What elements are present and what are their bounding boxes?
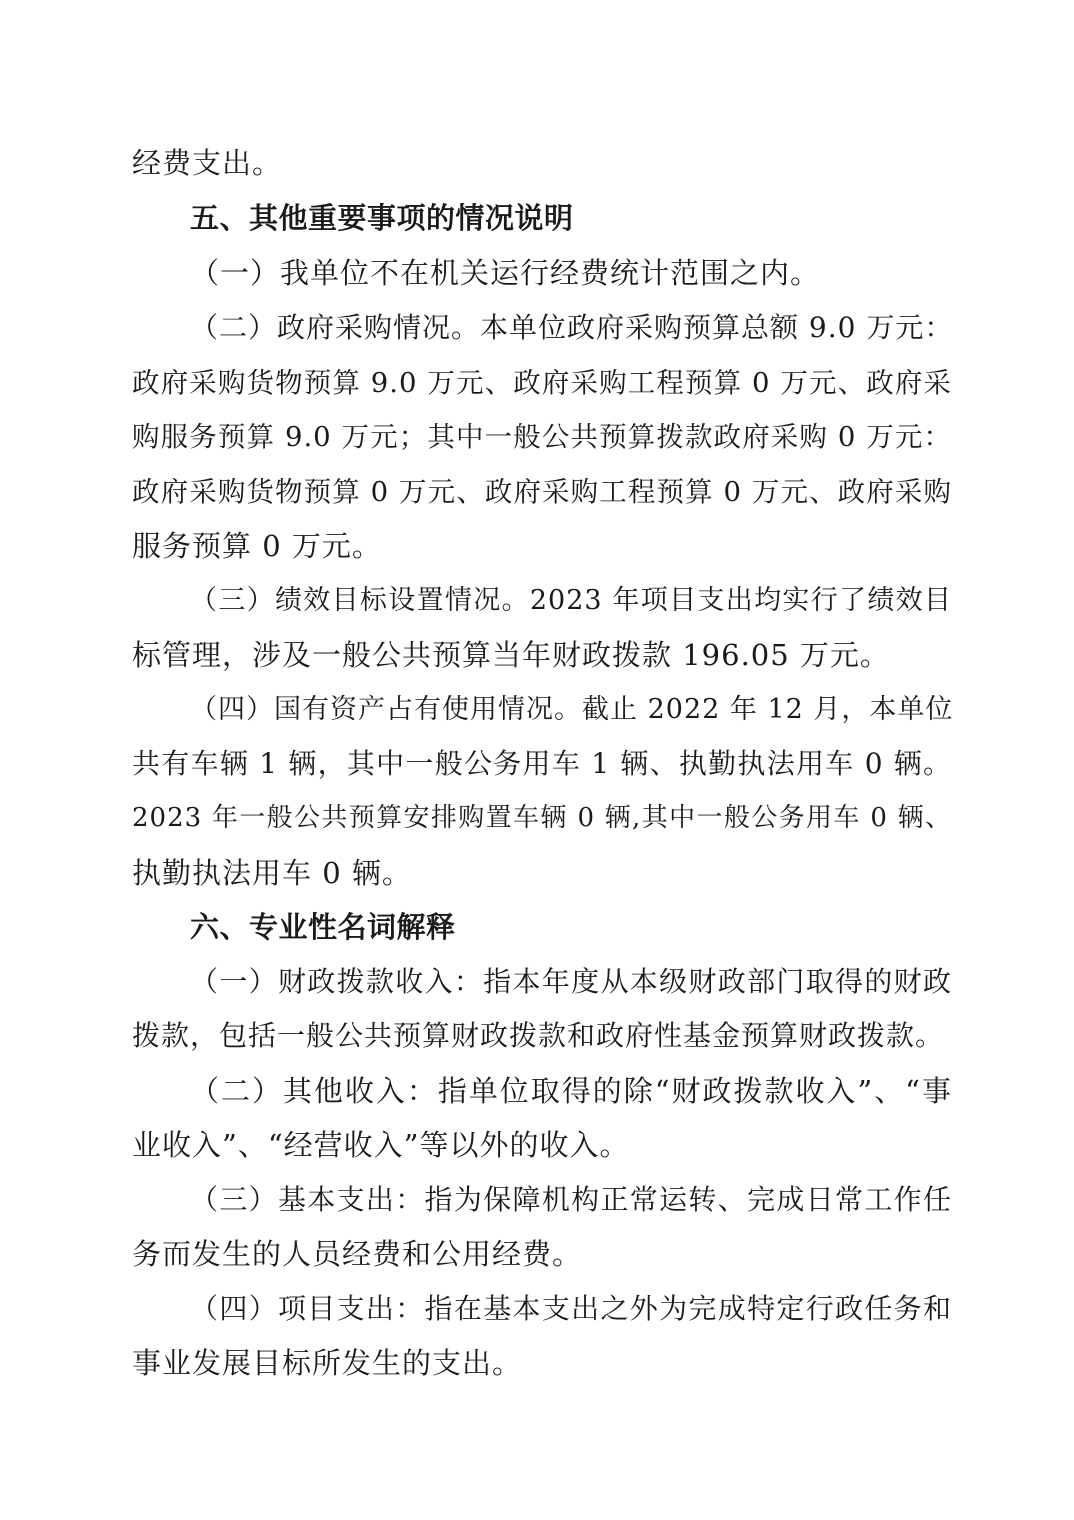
paragraph-line: （一）我单位不在机关运行经费统计范围之内。 [190,256,821,290]
paragraph-line: （四）项目支出：指在基本支出之外为完成特定行政任务和 [190,1292,952,1325]
paragraph-line: 共有车辆 1 辆，其中一般公务用车 1 辆、执勤执法用车 0 辆。 [132,747,952,780]
paragraph-line: 经费支出。 [132,146,283,180]
paragraph-line: （四）国有资产占有使用情况。截止 2022 年 12 月，本单位 [190,694,954,725]
paragraph-line: 标管理，涉及一般公共预算当年财政拨款 196.05 万元。 [132,638,890,672]
paragraph-line: 政府采购货物预算 0 万元、政府采购工程预算 0 万元、政府采购 [132,476,952,508]
paragraph-line: （二）其他收入：指单位取得的除“财政拨款收入”、“事 [190,1074,952,1108]
paragraph-line: 事业发展目标所发生的支出。 [132,1346,523,1380]
section-heading: 六、专业性名词解释 [190,910,456,944]
paragraph-line: 2023 年一般公共预算安排购置车辆 0 辆,其中一般公务用车 0 辆、 [132,803,952,833]
paragraph-line: 服务预算 0 万元。 [132,529,382,563]
section-heading: 五、其他重要事项的情况说明 [190,201,574,235]
paragraph-line: 购服务预算 9.0 万元；其中一般公共预算拨款政府采购 0 万元： [132,421,952,453]
paragraph-line: （二）政府采购情况。本单位政府采购预算总额 9.0 万元： [190,311,954,344]
paragraph-line: （一）财政拨款收入：指本年度从本级财政部门取得的财政 [190,965,952,998]
paragraph-line: 拨款，包括一般公共预算财政拨款和政府性基金预算财政拨款。 [132,1019,945,1052]
paragraph-line: （三）基本支出：指为保障机构正常运转、完成日常工作任 [190,1183,952,1216]
paragraph-line: 务而发生的人员经费和公用经费。 [132,1237,583,1271]
paragraph-line: 执勤执法用车 0 辆。 [132,856,412,890]
paragraph-line: 政府采购货物预算 9.0 万元、政府采购工程预算 0 万元、政府采 [132,367,952,399]
paragraph-line: （三）绩效目标设置情况。2023 年项目支出均实行了绩效目 [190,585,952,616]
paragraph-line: 业收入”、“经营收入”等以外的收入。 [132,1128,630,1162]
